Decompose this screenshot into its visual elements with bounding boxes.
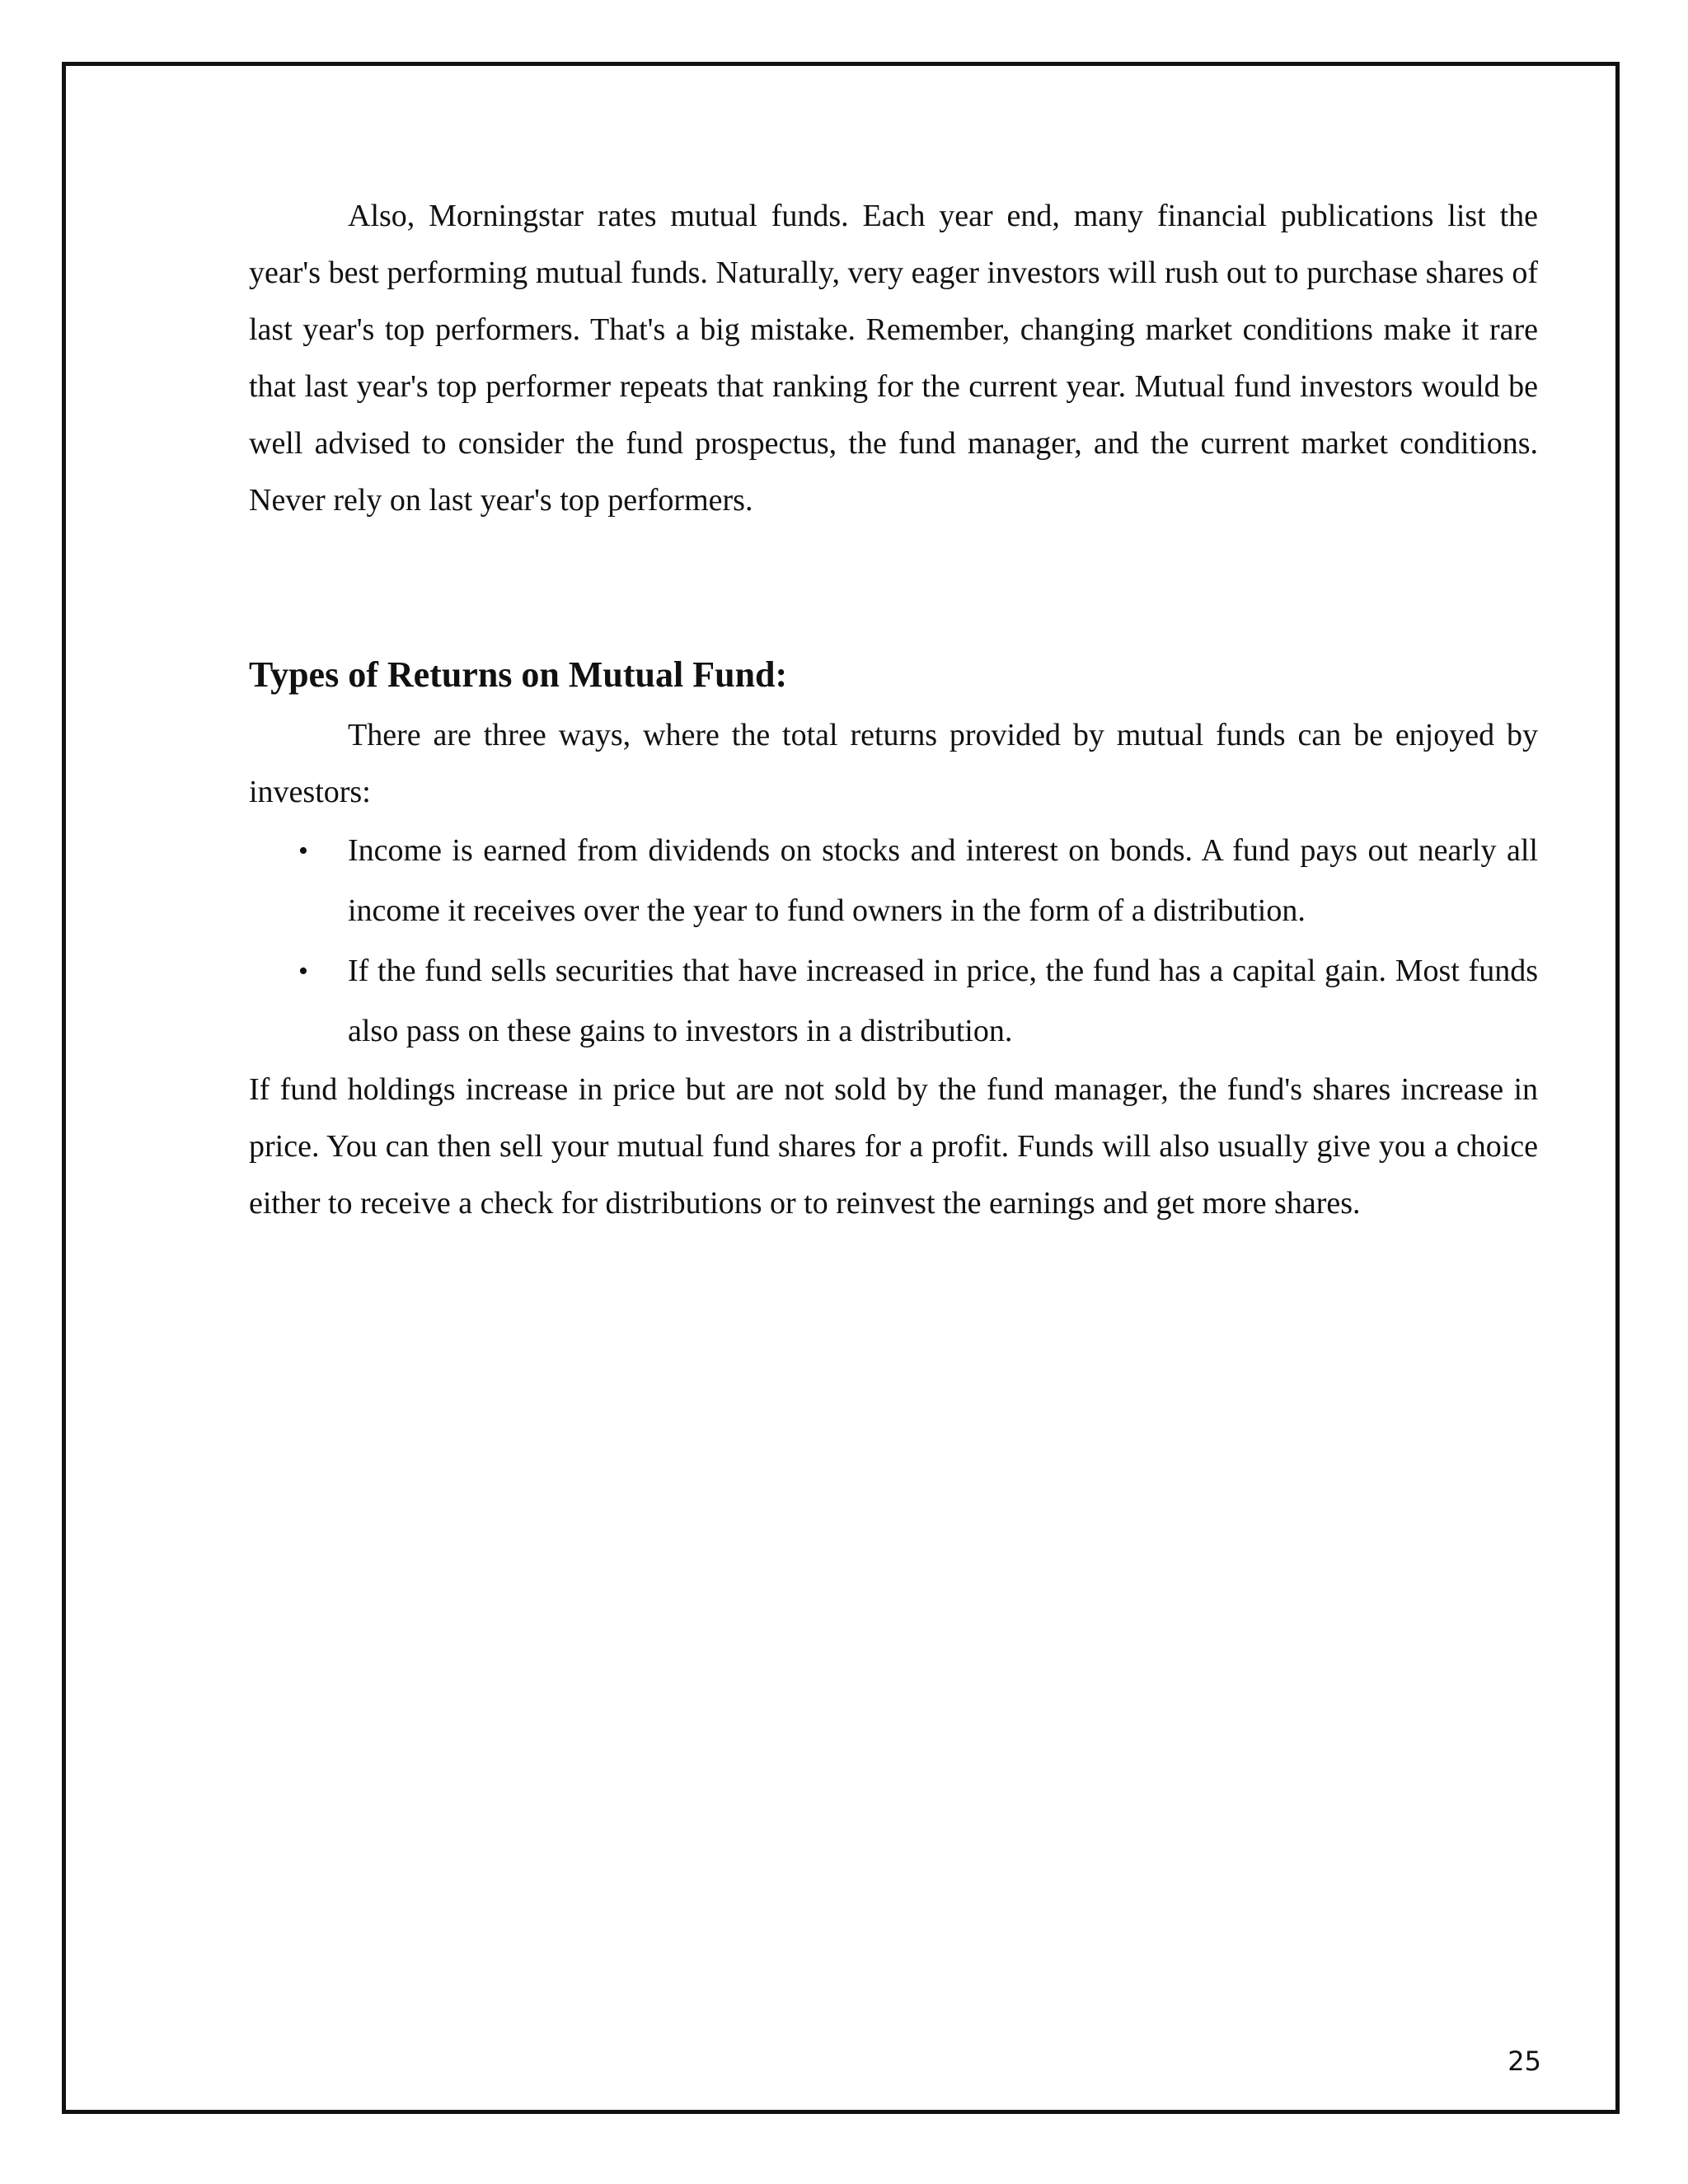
closing-paragraph: If fund holdings increase in price but are not sold by the fund manager, the fund's shares increase in price. You can then sell your mutual fund shares for a profit. Funds will also usually give you a choice either to receive a check for distributions or to reinvest the earnings and get more shares. [249, 1072, 1538, 1221]
bullet-icon: • [298, 836, 308, 866]
page-number: 25 [1507, 2046, 1541, 2077]
section-intro-paragraph: There are three ways, where the total returns provided by mutual funds can be enjoyed by investors: [249, 718, 1538, 809]
page-content [249, 188, 1538, 1232]
bullet-icon: • [298, 956, 308, 987]
intro-paragraph: Also, Morningstar rates mutual funds. Each year end, many financial publications list the year's best performing mutual funds. Naturally, very eager investors will rush out to purchase shares of last year's top performers. That's a big mistake. Remember, changing market conditions make it rare that last year's top performer repeats that ranking for the current year. Mutual fund investors would be well advised to consider the fund prospectus, the fund manager, and the current market conditions. Never rely on last year's top performers. [249, 199, 1538, 518]
list-item [249, 941, 1538, 1062]
list-item [249, 821, 1538, 941]
bullet-text: Income is earned from dividends on stocks and interest on bonds. A fund pays out nearly all income it receives over the year to fund owners in the form of a distribution. [348, 833, 1538, 928]
section-heading: Types of Returns on Mutual Fund: [249, 654, 788, 695]
bullet-text: If the fund sells securities that have increased in price, the fund has a capital gain. Most funds also pass on these gains to investors in a distribution. [348, 954, 1538, 1048]
returns-bullet-list [249, 821, 1538, 1062]
section-spacer [249, 529, 1538, 650]
